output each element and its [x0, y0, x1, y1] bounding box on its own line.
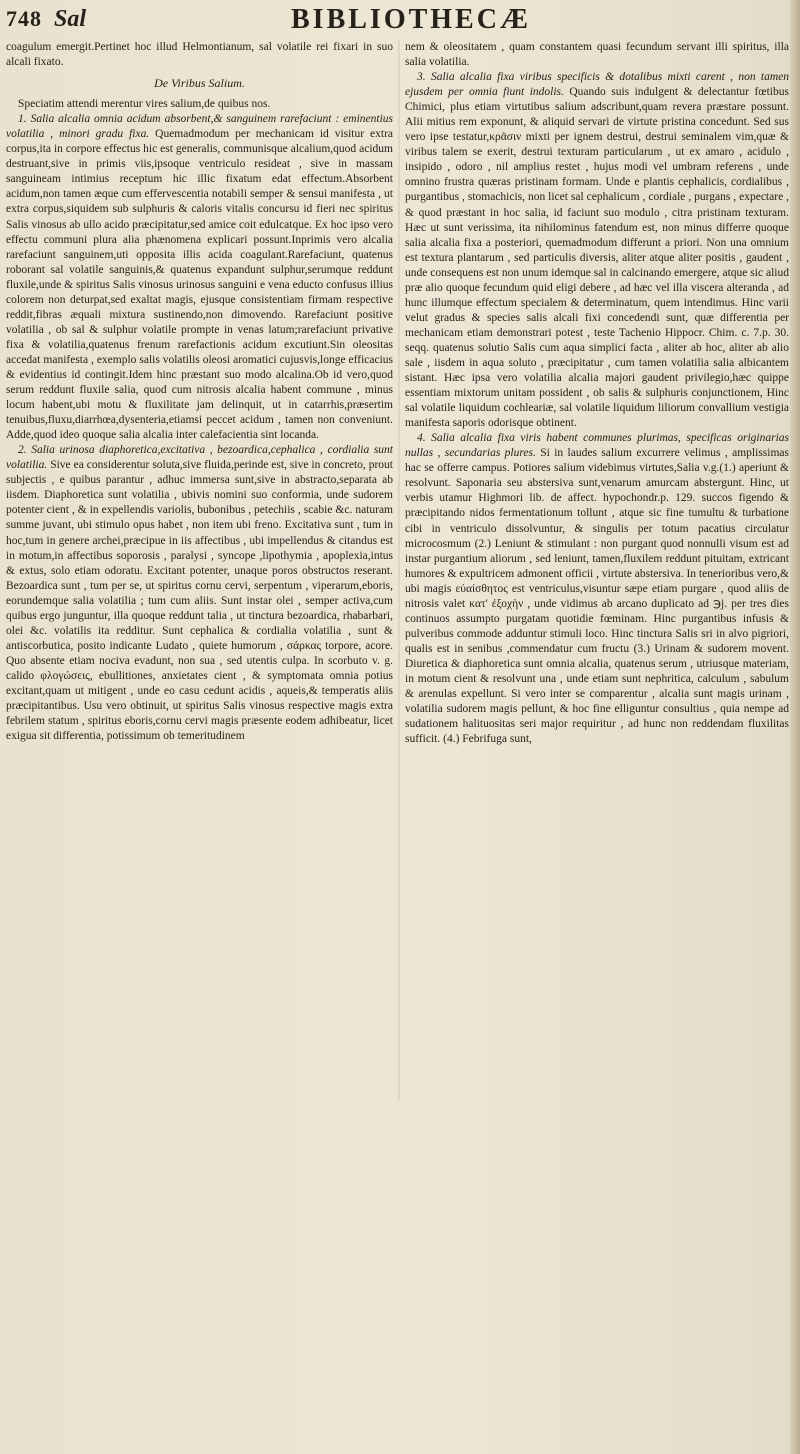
paragraph-body: Si in laudes salium excurrere velimus , amplissimas hac se offerre campus. Potiores salium videbimus virtutes,Salia v.g.(1.) aperiunt & resolvunt. Saponaria seu abstersiva sunt,venarum amurcam abstergunt. Hinc, ut verbis utamur Highmori lib. de affect. hypochondr.p. 129. succos figendo & præcipitando nidos fermentationum tollunt , atque sic fine tumultu & turbatione cibi in ventriculo dissolvuntur, & singulis per totum pacatius circulatur microcosmum (2.) Leniunt & stimulant : non purgant quod nonnulli visum est ad instar purgantium aliorum , sed leniunt, tamen,fluxilem reddunt pituitam, extricant humores & expultricem admonent officii , virtute abstersiva. In tenerioribus vero,& ubi magis εὐαίσθητος est ventriculus,visuntur sæpe etiam purgare , quod aliis de nitrosis valet κατ' ἐξοχὴν , unde vidimus ab arcano duplicato ad ℈j. per tres dies continuos assumpto purgatam quotidie fœminam. Hinc purgantibus infusis & pulveribus commode adduntur stimuli loco. Hinc tinctura Salis sri in alvo pigriori, qualis est in senibus ,commendatur cum fructu (3.) Urinam & sudorem movent. Diuretica & diaphoretica sunt omnia alcalia, quatenus serum , utriusque materiam, in motum cient & resolvunt una , unde etiam sunt nephritica, calculum , sabulum & arenulas expellunt. Si vero inter se comparentur , alcalia sunt magis urinam , volatilia sudorem magis pellunt, & hoc fine elliguntur consultius , quia nempe ad sudationem halituositas seri major requiritur , ad hunc non reddendam fluxilitas sufficit. (4.) Febrifuga sunt, [405, 447, 789, 746]
gutter-crease [398, 40, 400, 1100]
paragraph [6, 443, 393, 744]
paragraph-body: Quando suis indulgent & delectantur fœtibus Chimici, plus etiam virtutibus salium adscribunt,quam revera præstare possunt. Alii mitius rem exponunt, & aliquid servari de virtute pristina concedunt. Sed sus vero ipse testatur,κρᾶσιν mixti per ignem destrui, destrui seminalem vim,quæ & viribus talem se exerit, destrui texturam particularum , ut ex amaro , acidulo , insipido , odoro , nil amplius restet , hujus modi vel umbram referens , unde omnino frustra quæras pristinam formam. Unde e plantis cephalicis, cordialibus , purgantibus , stomachicis, non licet sal cephalicum , cordiale , purgans , expectare , & quod præstant in hoc salia, id faciunt suo modulo , citra pristinam texturam. Hæc ut sunt verissima, ita nihilominus fatendum est, non minus differre quoque salia alcalia fixa a posteriori, quemadmodum differunt a priori. Non una omnium est textura plantarum , sed particulis diversis, aliter atque aliter positis , gaudent , unde consequens est non unum idemque sal in calcinando emergere, atque sic aliud præ alio quoque fecundum quid eligi debere , ad hæc vel illa viscera alteranda , ad hunc illumque effectum specialem & determinatum, quem intendimus. Hinc varii velut gradus & species salis alcali fixi concedendi sunt, quæ differentia per mechanicam etiam demonstrari potest , teste Tachenio Hippocr. Chim. c. 7.p. 30. seqq. quatenus solutio Salis cum aqua simplici facta , aliter ab hoc, aliter ab alio sale , iisdem in aqua soluto , præcipitatur , cum tamen volatilia salia albicantem sistant. Hæc ipsa vero volatilia alcalia majori gaudent privilegio,hæc quippe essentiam mixtorum unitam possident , ob salis & sulphuris conjunctionem, Hinc sal volatile liquidum cochleariæ, sal volatile liquidum liliorum convallium vestigia manifesta saporis odorisque obtinent. [405, 86, 789, 430]
right-column [405, 40, 789, 1100]
paragraph-body: Sive ea considerentur soluta,sive fluida,perinde est, sive in concreto, prout subjectis , e quibus parantur , adhuc immersa sunt,sive in abstracto,separata ab iisdem. Diaphoretica sunt volatilia , ubivis nomini suo conformia, unde sudorem potenter cient , & in expellendis variolis, bubonibus , petechiis , scabie &c. naturam summe juvant, ubi stimulo opus habet , non item ubi freno. Excitativa sunt , tum in hoc,tum in genere archei,præcipue in iis affectibus , ubi impellendus & citandus est in motum,in affectibus soporosis , paralysi , syncope ,lipothymia , apoplexia,intus & extus, solo etiam odoratu. Excitant potenter, unaque poros obstructos reserant. Bezoardica sunt , tum per se, ut spiritus cornu cervi, serpentum , viperarum,eboris, eorundemque salia volatilia ; tum cum aliis. Sunt instar olei , semper activa,cum quibus ergo junguntur, illa quoque reddunt talia , ut tinctura bezoardica, rhabarbari, olei &c. volatilis ita redditur. Sunt cephalica & cordialia volatilia , sunt & antiscorbutica, posito indicante Ludato , quiete humorum , σάρκας torpore, acore. Quo absente etiam nociva evadunt, non sua , sed utentis culpa. In scorbuto v. g. calido φλογώσεις, ebullitiones, anxietates cient , & symptomata omnia potius excitant,quam ut mitigent , unde eo casu cedunt acidis , aqueis,& temperatis aliis præcipitantibus. Usu vero obtinuit, ut spiritus Salis vinosus respective magis extra febrilem statum , spiritus eboris,cornu cervi magis præsente eodem adhibeatur, licet exigua sit differentia, potissimum ob temeritudinem [6, 459, 393, 743]
paragraph: nem & oleositatem , quam constantem quasi fecundum servant illi spiritus, illa salia volatilia. [405, 41, 789, 69]
paragraph: Speciatim attendi merentur vires salium,de quibus nos. [18, 98, 271, 111]
paragraph [405, 431, 789, 747]
proposition-lead: 3. Salia alcalia fixa viribus specificis & dotalibus mixti carent , non tamen ejusdem per omnia fiunt indolis. [405, 71, 789, 99]
running-head-left: Sal [54, 6, 87, 32]
left-column [6, 40, 393, 1100]
running-title: BIBLIOTHECÆ [291, 4, 531, 35]
section-heading: De Viribus Salium. [154, 76, 245, 91]
paragraph: coagulum emergit.Pertinet hoc illud Helmontianum, sal volatile rei fixari in suo alcali fixato. [6, 41, 393, 69]
page-header [6, 6, 794, 36]
paragraph [6, 112, 393, 443]
proposition-lead: 4. Salia alcalia fixa viris habent communes plurimas, specificas originarias nullas , secundarias plures. [405, 432, 789, 460]
paragraph-body: Quemadmodum per mechanicam id visitur extra corpus,ita in corpore effectus hic est generalis, communisque alcalium,quod acidum destruant,sive in primis viis,ipsoque ventriculo resideat , sive in massam sanguineam intimius receptum hic illic fixatum edat effectum.Absorbent acidum,non tamen æque cum effervescentia notabili semper & sensui manifesta , ut extra corpus,siquidem sub sulphuris & caloris vitalis concursu id fieri nec spiritus Salis vinosus ab ullo acido præcipitatur,sed amice coit edulcatque. Ex hoc ipso vero effectu communi plura alia phænomena explicari possunt.Inprimis vero alcalia rarefaciunt sanguinem,uti opposita illis acida coagulant.Rarefaciunt, quatenus roborant sal volatile sanguinis,& quatenus expandunt sulphur,serumque reddunt fluxile,unde & spiritus Salis vinosus urinosus sanguini e vena educto confusus illius colorem non deturpat,sed exaltat magis, ejusque consistentiam firmam respective reddit,fibras æquali mixtura sustinendo,non dimovendo. Rarefaciunt positive volatilia , ob sal & sulphur volatile prompte in venas latum;rarefaciunt privative fixa & volatilia,quatenus frenum rarefactionis acidum excutiunt.Sin oleositas accedat manifesta , exemplo salis volatilis oleosi aromatici cujusvis,longe efficacius & evidentius id contingit.Idem hinc præstant suo modo alcalina.Ob id vero,quod serum reddunt fluxile salia, quod cum nitrosis alcalia habent commune , minus locum habent,ubi motu & fluxilitate jam delinquit, ut in catarrhis,præsertim tenuibus,fluxu,diarrhœa,dysenteria,etiamsi peccet acidum , tamen non conveniunt. Adde,quod ideo quoque salia alcalia inter calefacientia sint locanda. [6, 128, 393, 442]
proposition-lead: 2. Salia urinosa diaphoretica,excitativa , bezoardica,cephalica , cordialia sunt volatilia. [6, 444, 393, 472]
page-edge-shadow [790, 0, 800, 1454]
proposition-lead: 1. Salia alcalia omnia acidum absorbent,& sanguinem rarefaciunt : eminentius volatilia , minori gradu fixa. [6, 113, 393, 141]
paragraph [405, 70, 789, 431]
page-number: 748 [6, 6, 42, 31]
